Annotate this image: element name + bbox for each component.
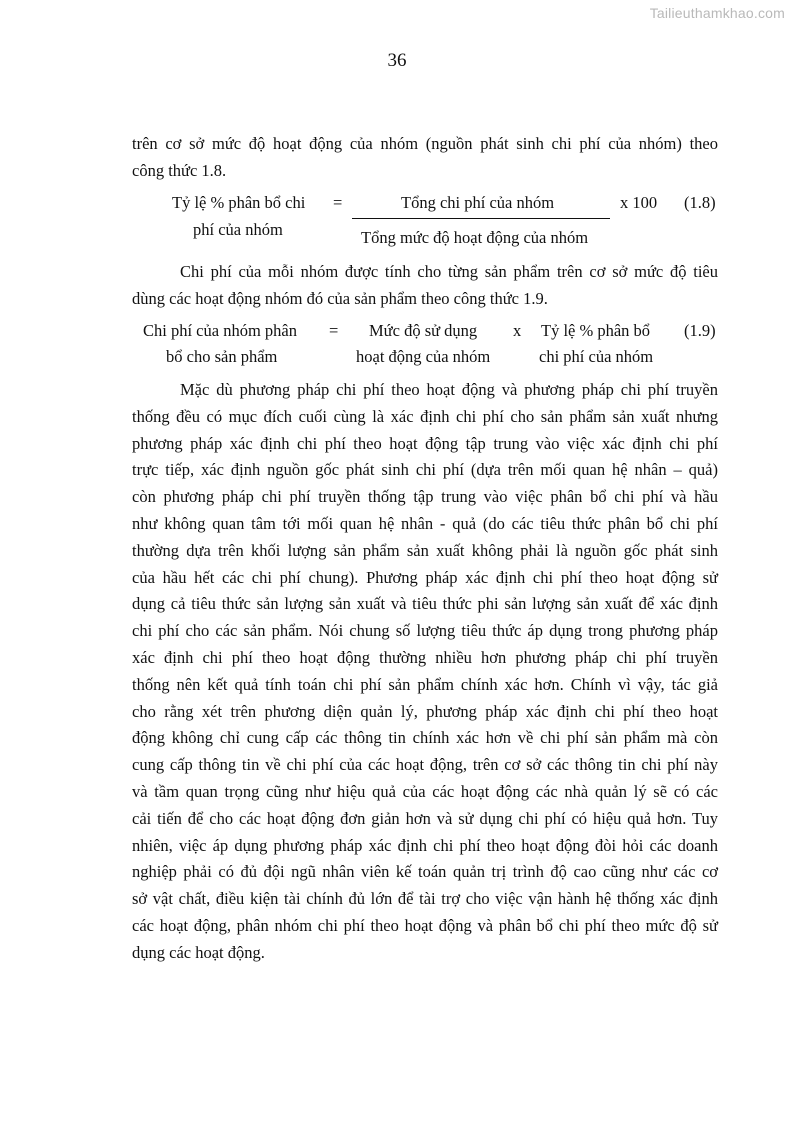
text-line: thường dựa trên khối lượng sản phẩm sản xuất không phải là nguồn gốc phát sinh (132, 540, 718, 560)
text-line: trên cơ sở mức độ hoạt động của nhóm (nguồn phát sinh chi phí của nhóm) theo (132, 134, 718, 153)
formula-lhs-line2: bổ cho sản phẩm (166, 347, 278, 366)
paragraph-3 (132, 377, 718, 967)
text-line: nghiệp phải có đủ đội ngũ nhân viên kế toán quản trị trình độ cao cũng như các cơ (132, 862, 718, 882)
text-line: phương pháp xác định chi phí theo hoạt động tập trung vào việc xác định chi phí (132, 433, 718, 453)
text-line: xác định chi phí theo hoạt động thường nhiều hơn phương pháp chi phí truyền (132, 647, 718, 667)
formula-term2-line1: Tỷ lệ % phân bổ (541, 321, 651, 340)
formula-equals: = (329, 321, 339, 340)
text-line: của hầu hết các chi phí chung). Phương pháp xác định chi phí theo hoạt động sử (132, 567, 718, 587)
formula-denominator: Tổng mức độ hoạt động của nhóm (361, 228, 589, 247)
text-line: dụng cả tiêu thức sản lượng sản xuất và tiêu thức phi sản lượng sản xuất để xác định (132, 594, 718, 614)
formula-label: (1.9) (684, 321, 716, 340)
formula-term2-line2: chi phí của nhóm (539, 347, 654, 366)
paragraph-1 (132, 131, 718, 185)
formula-term1-line2: hoạt động của nhóm (356, 347, 491, 366)
formula-multiplier: x 100 (620, 193, 658, 212)
fraction-bar (352, 218, 610, 219)
formula-lhs-line2: phí của nhóm (193, 220, 283, 239)
text-line: động không chỉ cung cấp các thông tin chính xác hơn về chi phí sản phẩm mà còn (132, 728, 718, 748)
text-line: các hoạt động, phân nhóm chi phí theo hoạt động và phân bổ chi phí theo mức độ sử (132, 915, 718, 935)
text-line: cải tiến để cho các hoạt động đơn giản hơn và sử dụng chi phí có hiệu quả hơn. Tuy (132, 808, 718, 828)
text-line: cung cấp thông tin về chi phí của các hoạt động, trên cơ sở các thông tin chi phí này (132, 755, 718, 775)
text-line: chi phí cho các sản phẩm. Nói chung số lượng tiêu thức áp dụng trong phương pháp (132, 621, 718, 641)
text-line: thống nên kết quả tính toán chi phí sản phẩm chính xác hơn. Chính vì vậy, tác giả (132, 674, 718, 694)
text-line: công thức 1.8. (132, 160, 227, 180)
formula-lhs-line1: Tỷ lệ % phân bổ chi (172, 193, 306, 212)
formula-lhs-line1: Chi phí của nhóm phân (143, 321, 297, 340)
formula-numerator: Tổng chi phí của nhóm (401, 193, 555, 212)
text-line: thống đều có mục đích cuối cùng là xác định chi phí cho sản phẩm sản xuất nhưng (132, 406, 718, 426)
paragraph-2 (132, 259, 718, 313)
text-line: Chi phí của mỗi nhóm được tính cho từng sản phẩm trên cơ sở mức độ tiêu (180, 262, 718, 281)
text-line: và tầm quan trọng cũng như hiệu quả của các hoạt động các nhà quản lý sẽ có các (132, 781, 718, 801)
text-line: dụng các hoạt động. (132, 942, 265, 962)
page-number: 36 (387, 50, 407, 71)
formula-times: x (513, 321, 522, 340)
watermark: Tailieuthamkhao.com (649, 5, 785, 21)
text-line: Mặc dù phương pháp chi phí theo hoạt động và phương pháp chi phí truyền (180, 380, 718, 399)
formula-label: (1.8) (684, 193, 716, 212)
text-line: như không quan tâm tới mối quan hệ nhân - quả (do các tiêu thức phân bổ chi phí (132, 513, 718, 533)
formula-equals: = (333, 193, 343, 212)
text-line: dùng các hoạt động nhóm đó của sản phẩm theo công thức 1.9. (132, 288, 548, 308)
text-line: trực tiếp, xác định nguồn gốc phát sinh chi phí (dựa trên mối quan hệ nhân – quả) (132, 460, 718, 480)
formula-term1-line1: Mức độ sử dụng (369, 321, 478, 340)
text-line: cho rằng xét trên phương diện quản lý, phương pháp xác định chi phí theo hoạt (132, 701, 718, 721)
text-line: sở vật chất, điều kiện tài chính đủ lớn để tài trợ cho việc vận hành hệ thống xác định (132, 889, 718, 909)
text-line: còn phương pháp chi phí truyền thống tập trung vào việc phân bổ chi phí và hầu (132, 487, 718, 507)
text-line: nhiên, việc áp dụng phương pháp xác định chi phí theo hoạt động đòi hỏi các doanh (132, 835, 718, 855)
